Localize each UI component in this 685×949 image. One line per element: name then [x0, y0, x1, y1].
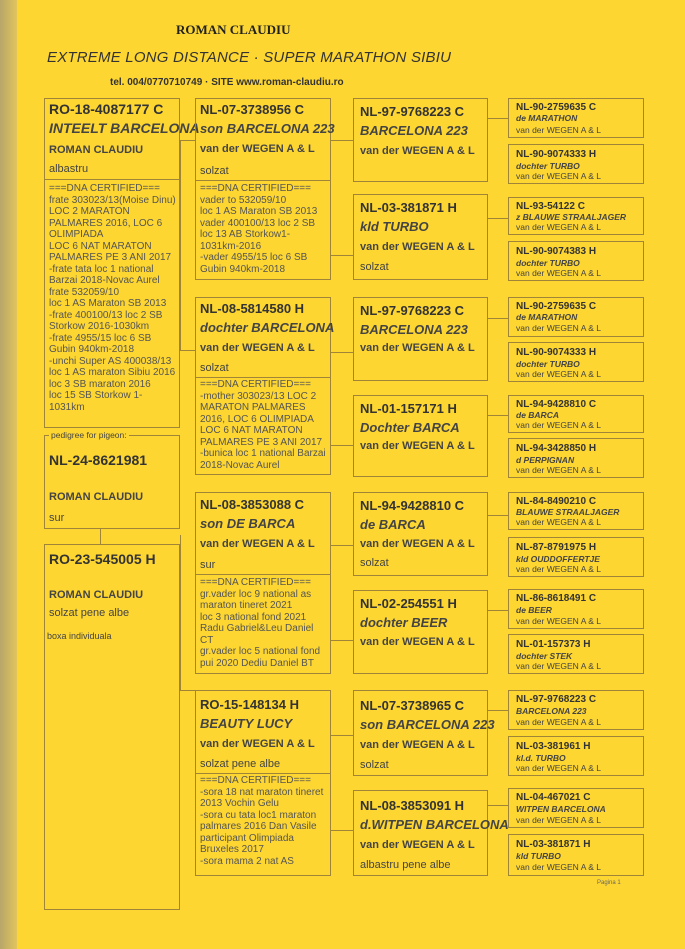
connector-line	[180, 690, 196, 691]
gen4-owner: van der WEGEN A & L	[516, 465, 602, 475]
gen4-ring: NL-97-9768223 C	[516, 694, 597, 705]
gen4-ring: NL-03-381871 H	[516, 839, 591, 850]
subject-ring: NL-24-8621981	[49, 452, 148, 468]
gen4-ring: NL-94-9428810 C	[516, 399, 597, 410]
gen4-name: de BARCA	[516, 410, 559, 420]
pedigree-for-label: pedigree for pigeon:	[51, 430, 127, 440]
gen4-name: de BEER	[516, 605, 552, 615]
sire-ring: RO-18-4087177 C	[49, 101, 164, 117]
gen4-ring: NL-04-467021 C	[516, 792, 591, 803]
gen4-owner: van der WEGEN A & L	[516, 369, 602, 379]
gen3-box	[353, 194, 488, 280]
connector-line	[180, 350, 196, 351]
gen3-box	[353, 98, 488, 182]
gen2-owner: van der WEGEN A & L	[200, 538, 315, 550]
gen3-color: solzat	[360, 261, 389, 273]
gen2-color: sur	[200, 559, 216, 571]
gen3-name: d.WITPEN BARCELONA	[360, 817, 509, 832]
connector-line	[180, 140, 196, 141]
gen4-name: WITPEN BARCELONA	[516, 804, 606, 814]
sire-box	[44, 98, 200, 428]
divider	[196, 377, 330, 378]
gen2-ring: NL-07-3738956 C	[200, 102, 305, 117]
gen2-name: son BARCELONA 223	[200, 121, 335, 136]
gen4-ring: NL-87-8791975 H	[516, 542, 597, 553]
gen3-owner: van der WEGEN A & L	[360, 440, 475, 452]
gen4-name: dochter TURBO	[516, 359, 580, 369]
gen4-box	[508, 736, 644, 776]
gen4-box	[508, 634, 644, 674]
connector-line	[331, 140, 353, 141]
gen2-box	[195, 690, 331, 876]
gen3-ring: NL-01-157171 H	[360, 401, 457, 416]
gen3-owner: van der WEGEN A & L	[360, 241, 475, 253]
connector-line	[331, 830, 353, 831]
divider	[196, 574, 330, 575]
gen3-ring: NL-08-3853091 H	[360, 798, 465, 813]
connector-line	[331, 352, 353, 353]
gen2-box	[195, 297, 335, 475]
gen2-name: son DE BARCA	[200, 516, 296, 531]
gen2-name: dochter BARCELONA	[200, 320, 335, 335]
gen4-box	[508, 98, 644, 138]
gen3-name: de BARCA	[360, 517, 426, 532]
gen4-name: de MARATHON	[516, 113, 578, 123]
gen4-box	[508, 438, 644, 478]
gen2-owner: van der WEGEN A & L	[200, 342, 315, 354]
gen3-owner: van der WEGEN A & L	[360, 538, 475, 550]
gen4-box	[508, 834, 644, 876]
gen4-ring: NL-84-8490210 C	[516, 496, 597, 507]
gen4-ring: NL-90-9074333 H	[516, 149, 597, 160]
gen3-owner: van der WEGEN A & L	[360, 839, 475, 851]
connector-line	[488, 610, 508, 611]
gen3-name: kld TURBO	[360, 219, 429, 234]
gen3-owner: van der WEGEN A & L	[360, 636, 475, 648]
gen4-box	[508, 537, 644, 577]
header-contact: tel. 004/0770710749 · SITE www.roman-claudiu.ro	[110, 77, 344, 88]
gen4-box	[508, 241, 644, 281]
gen4-name: BLAUWE STRAALJAGER	[516, 507, 620, 517]
gen2-owner: van der WEGEN A & L	[200, 143, 315, 155]
gen3-name: son BARCELONA 223	[360, 717, 495, 732]
gen3-ring: NL-03-381871 H	[360, 200, 457, 215]
gen4-box	[508, 197, 644, 235]
divider	[196, 180, 330, 181]
gen3-box	[353, 590, 488, 674]
gen4-owner: van der WEGEN A & L	[516, 815, 602, 825]
gen4-box	[508, 297, 644, 337]
dam-ring: RO-23-545005 H	[49, 551, 156, 567]
gen4-ring: NL-90-9074333 H	[516, 347, 597, 358]
gen4-name: d PERPIGNAN	[516, 455, 575, 465]
gen2-notes: ===DNA CERTIFIED=== -mother 303023/13 LOC 2 MARATON PALMARES 2016, LOC 6 OLIMPIADA LOC 6 NAT MARATON PALMARES PE 3 ANI 2017 -bunica loc 1 national Barzai 2018-Novac Aurel	[200, 379, 326, 471]
gen2-box	[195, 98, 335, 280]
gen4-owner: van der WEGEN A & L	[516, 517, 602, 527]
sire-color: albastru	[49, 163, 89, 175]
gen4-box	[508, 395, 644, 433]
dam-note: boxa individuala	[47, 631, 112, 641]
gen3-box	[353, 297, 488, 381]
gen3-name: Dochter BARCA	[360, 420, 460, 435]
gen4-ring: NL-90-2759635 C	[516, 301, 597, 312]
gen4-owner: van der WEGEN A & L	[516, 862, 602, 872]
gen4-name: kl.d. TURBO	[516, 753, 566, 763]
gen4-ring: NL-01-157373 H	[516, 639, 591, 650]
gen4-box	[508, 144, 644, 184]
connector-line	[331, 445, 353, 446]
dam-color: solzat pene albe	[49, 607, 130, 619]
connector-line	[100, 528, 101, 544]
page-number: Pagina 1	[597, 880, 621, 886]
gen4-owner: van der WEGEN A & L	[516, 222, 602, 232]
connector-line	[488, 415, 508, 416]
gen2-color: solzat	[200, 362, 229, 374]
connector-line	[488, 805, 508, 806]
divider	[196, 773, 330, 774]
gen3-box	[353, 492, 488, 576]
gen4-ring: NL-03-381961 H	[516, 741, 591, 752]
gen3-ring: NL-02-254551 H	[360, 596, 457, 611]
gen2-notes: ===DNA CERTIFIED=== vader to 532059/10 loc 1 AS Maraton SB 2013 vader 400100/13 loc 2 SB loc 13 AB Storkow1- 1031km-2016 -vader 4955/15 loc 6 SB Gubin 940km-2018	[200, 183, 318, 275]
connector-line	[331, 735, 353, 736]
sire-notes: ===DNA CERTIFIED=== frate 303023/13(Moise Dinu) LOC 2 MARATON PALMARES 2016, LOC 6 OLIMPIADA LOC 6 NAT MARATON PALMARES PE 3 ANI 2017 -frate tata loc 1 national Barzai 2018-Novac Aurel frate 532059/10 loc 1 AS Maraton SB 2013 -frate 400100/13 loc 2 SB Storkow 2016-1030km -frate 4955/15 loc 6 SB Gubin 940km-2018 -unchi Super AS 400038/13 loc 1 AS maraton Sibiu 2016 loc 3 SB maraton 2016 loc 15 SB Storkow 1- 1031km	[49, 183, 176, 413]
gen2-box	[195, 492, 331, 674]
gen2-ring: NL-08-3853088 C	[200, 497, 305, 512]
gen2-ring: NL-08-5814580 H	[200, 301, 305, 316]
sire-name: INTEELT BARCELONA	[49, 120, 200, 136]
gen3-box	[353, 395, 488, 477]
gen4-name: de MARATHON	[516, 312, 578, 322]
gen4-box	[508, 589, 644, 629]
gen4-box	[508, 342, 644, 382]
connector-line	[331, 545, 353, 546]
dam-box	[44, 544, 180, 910]
gen4-name: dochter TURBO	[516, 161, 580, 171]
connector-line	[180, 140, 181, 350]
gen3-color: solzat	[360, 557, 389, 569]
gen2-color: solzat	[200, 165, 229, 177]
gen3-ring: NL-94-9428810 C	[360, 498, 465, 513]
gen2-notes: ===DNA CERTIFIED=== -sora 18 nat maraton tineret 2013 Vochin Gelu -sora cu tata loc1 maraton palmares 2016 Dan Vasile participant Olimpiada Bruxeles 2017 -sora mama 2 nat AS	[200, 775, 324, 867]
gen4-name: dochter TURBO	[516, 258, 580, 268]
subject-owner: ROMAN CLAUDIU	[49, 491, 144, 503]
header-owner-name: ROMAN CLAUDIU	[176, 22, 291, 37]
gen3-name: dochter BEER	[360, 615, 448, 630]
gen2-color: solzat pene albe	[200, 758, 281, 770]
gen4-ring: NL-90-2759635 C	[516, 102, 597, 113]
gen4-name: z BLAUWE STRAALJAGER	[516, 212, 627, 222]
subject-color: sur	[49, 512, 65, 524]
gen3-ring: NL-97-9768223 C	[360, 303, 465, 318]
gen3-ring: NL-97-9768223 C	[360, 104, 465, 119]
dam-owner: ROMAN CLAUDIU	[49, 589, 144, 601]
gen4-owner: van der WEGEN A & L	[516, 616, 602, 626]
connector-line	[488, 118, 508, 119]
gen3-owner: van der WEGEN A & L	[360, 739, 475, 751]
gen4-ring: NL-86-8618491 C	[516, 593, 597, 604]
gen4-name: kld TURBO	[516, 851, 561, 861]
connector-line	[331, 255, 353, 256]
gen2-name: BEAUTY LUCY	[200, 716, 293, 731]
gen4-box	[508, 788, 644, 828]
gen4-owner: van der WEGEN A & L	[516, 323, 602, 333]
gen4-name: dochter STEK	[516, 651, 573, 661]
gen4-owner: van der WEGEN A & L	[516, 564, 602, 574]
gen3-color: solzat	[360, 759, 389, 771]
gen4-ring: NL-94-3428850 H	[516, 443, 597, 454]
gen4-owner: van der WEGEN A & L	[516, 763, 602, 773]
gen4-box	[508, 690, 644, 730]
gen4-owner: van der WEGEN A & L	[516, 268, 602, 278]
gen3-box	[353, 690, 495, 776]
gen2-owner: van der WEGEN A & L	[200, 738, 315, 750]
gen3-name: BARCELONA 223	[360, 322, 468, 337]
gen4-owner: van der WEGEN A & L	[516, 125, 602, 135]
gen4-owner: van der WEGEN A & L	[516, 661, 602, 671]
pedigree-subject-box	[44, 430, 180, 529]
gen2-notes: ===DNA CERTIFIED=== gr.vader loc 9 national as maraton tineret 2021 loc 3 national fond 2021 Radu Gabriel&Leu Daniel CT gr.vader loc 5 national fond pui 2020 Dediu Daniel BT	[200, 577, 321, 669]
connector-line	[488, 515, 508, 516]
gen4-ring: NL-93-54122 C	[516, 201, 585, 212]
connector-line	[180, 535, 181, 690]
gen3-box	[353, 790, 509, 876]
gen4-ring: NL-90-9074383 H	[516, 246, 597, 257]
gen4-name: kld OUDDOFFERTJE	[516, 554, 600, 564]
gen3-owner: van der WEGEN A & L	[360, 145, 475, 157]
gen3-ring: NL-07-3738965 C	[360, 698, 465, 713]
divider	[45, 179, 179, 180]
header-title: EXTREME LONG DISTANCE · SUPER MARATHON SIBIU	[47, 49, 452, 66]
gen4-name: BARCELONA 223	[516, 706, 587, 716]
connector-line	[488, 218, 508, 219]
connector-line	[331, 640, 353, 641]
gen4-owner: van der WEGEN A & L	[516, 420, 602, 430]
gen4-owner: van der WEGEN A & L	[516, 171, 602, 181]
gen4-box	[508, 492, 644, 530]
sire-owner: ROMAN CLAUDIU	[49, 144, 144, 156]
gen4-owner: van der WEGEN A & L	[516, 717, 602, 727]
gen3-color: albastru pene albe	[360, 859, 451, 871]
gen3-name: BARCELONA 223	[360, 123, 468, 138]
gen2-ring: RO-15-148134 H	[200, 697, 299, 712]
connector-line	[488, 318, 508, 319]
gen3-owner: van der WEGEN A & L	[360, 342, 475, 354]
connector-line	[488, 710, 508, 711]
